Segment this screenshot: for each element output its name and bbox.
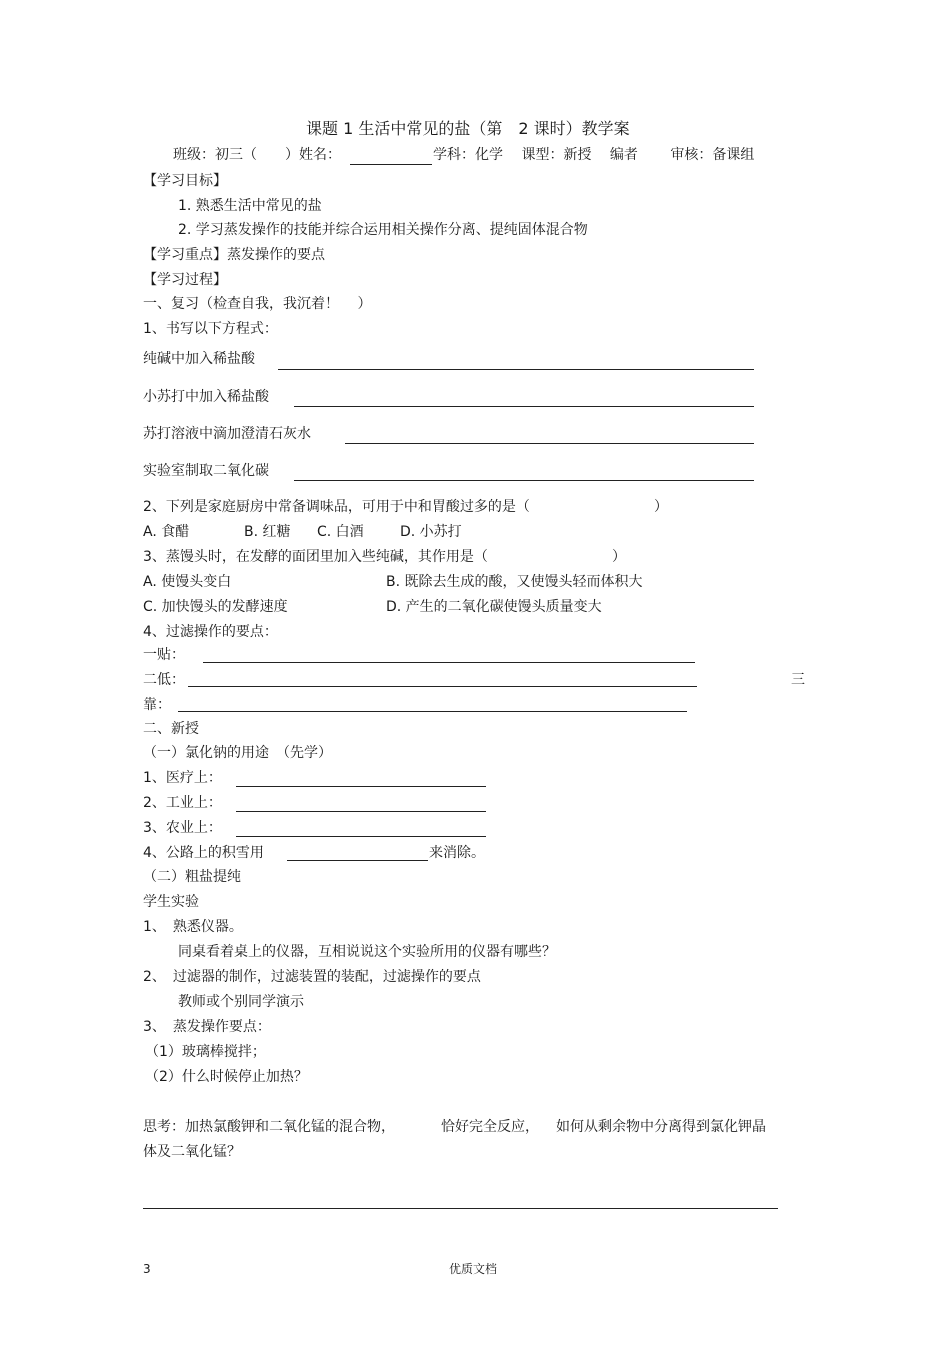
answer-line[interactable] [236,836,486,837]
use-label: 2、工业上： [143,795,222,811]
answer-line[interactable] [188,686,697,687]
filter-point-label: 一贴： [143,647,185,663]
option-c[interactable]: C. 加快馒头的发酵速度 [143,599,288,615]
question-3-close: ） [612,549,626,565]
think-text: 体及二氧化锰？ [143,1144,241,1160]
new-heading: 二、新授 [143,721,199,737]
equation-label: 小苏打中加入稀盐酸 [143,389,269,405]
option-a[interactable]: A. 食醋 [143,524,190,540]
step-sub-item: （1）玻璃棒搅拌； [145,1044,266,1060]
equation-label: 苏打溶液中滴加澄清石灰水 [143,426,311,442]
step-detail: 同桌看着桌上的仪器，互相说说这个实验所用的仪器有哪些？ [178,944,556,960]
goal-item: 1. 熟悉生活中常见的盐 [178,198,322,214]
option-c[interactable]: C. 白酒 [317,524,364,540]
filter-point-label: 三 [791,672,805,688]
answer-line[interactable] [294,480,754,481]
option-a[interactable]: A. 使馒头变白 [143,574,232,590]
think-text: 思考：加热氯酸钾和二氧化锰的混合物， [143,1119,395,1135]
name-blank[interactable] [350,164,432,165]
answer-line[interactable] [236,811,486,812]
question-4: 4、过滤操作的要点： [143,624,278,640]
question-1: 1、书写以下方程式： [143,321,278,337]
goals-heading: 【学习目标】 [143,173,227,189]
class-name-label: 班级：初三（ ）姓名： [173,147,341,163]
use-label: 3、农业上： [143,820,222,836]
use-label-suffix: 来消除。 [429,845,485,861]
option-d[interactable]: D. 小苏打 [400,524,462,540]
use-label: 1、医疗上： [143,770,222,786]
filter-point-label: 靠： [143,697,171,713]
question-3: 3、蒸馒头时，在发酵的面团里加入些纯碱，其作用是（ [143,549,488,565]
section-heading: （二）粗盐提纯 [143,869,241,885]
process-heading: 【学习过程】 [143,272,227,288]
think-text: 如何从剩余物中分离得到氯化钾晶 [556,1119,766,1135]
step-detail: 教师或个别同学演示 [178,994,304,1010]
step-item: 1、 熟悉仪器。 [143,919,243,935]
filter-point-label: 二低： [143,672,185,688]
step-item: 2、 过滤器的制作，过滤装置的装配，过滤操作的要点 [143,969,481,985]
option-d[interactable]: D. 产生的二氧化碳使馒头质量变大 [386,599,602,615]
option-b[interactable]: B. 红糖 [244,524,291,540]
question-2-close: ） [654,499,668,515]
subject-info: 学科：化学 课型：新授 编者 审核：备课组 [433,147,755,163]
page-title: 课题 1 生活中常见的盐（第 2 课时）教学案 [306,119,630,138]
review-heading: 一、复习（检查自我，我沉着！ ） [143,296,372,312]
answer-line[interactable] [178,711,687,712]
answer-line[interactable] [345,443,754,444]
question-2: 2、下列是家庭厨房中常备调味品，可用于中和胃酸过多的是（ [143,499,530,515]
goal-item: 2. 学习蒸发操作的技能并综合运用相关操作分离、提纯固体混合物 [178,222,588,238]
equation-label: 实验室制取二氧化碳 [143,463,269,479]
option-b[interactable]: B. 既除去生成的酸，又使馒头轻而体积大 [386,574,643,590]
step-sub-item: （2）什么时候停止加热？ [145,1069,308,1085]
focus-text: 【学习重点】蒸发操作的要点 [143,247,325,263]
footer-label: 优质文档 [449,1262,498,1276]
answer-line[interactable] [294,406,754,407]
answer-line[interactable] [236,786,486,787]
page-number: 3 [143,1262,151,1276]
think-text: 恰好完全反应， [441,1119,539,1135]
answer-line[interactable] [203,662,695,663]
equation-label: 纯碱中加入稀盐酸 [143,351,255,367]
answer-line[interactable] [278,369,754,370]
sub-heading: 学生实验 [143,894,199,910]
section-heading: （一）氯化钠的用途 （先学） [143,745,332,761]
answer-line[interactable] [143,1208,778,1209]
answer-line[interactable] [287,860,428,861]
step-item: 3、 蒸发操作要点： [143,1019,271,1035]
use-label: 4、公路上的积雪用 [143,845,264,861]
